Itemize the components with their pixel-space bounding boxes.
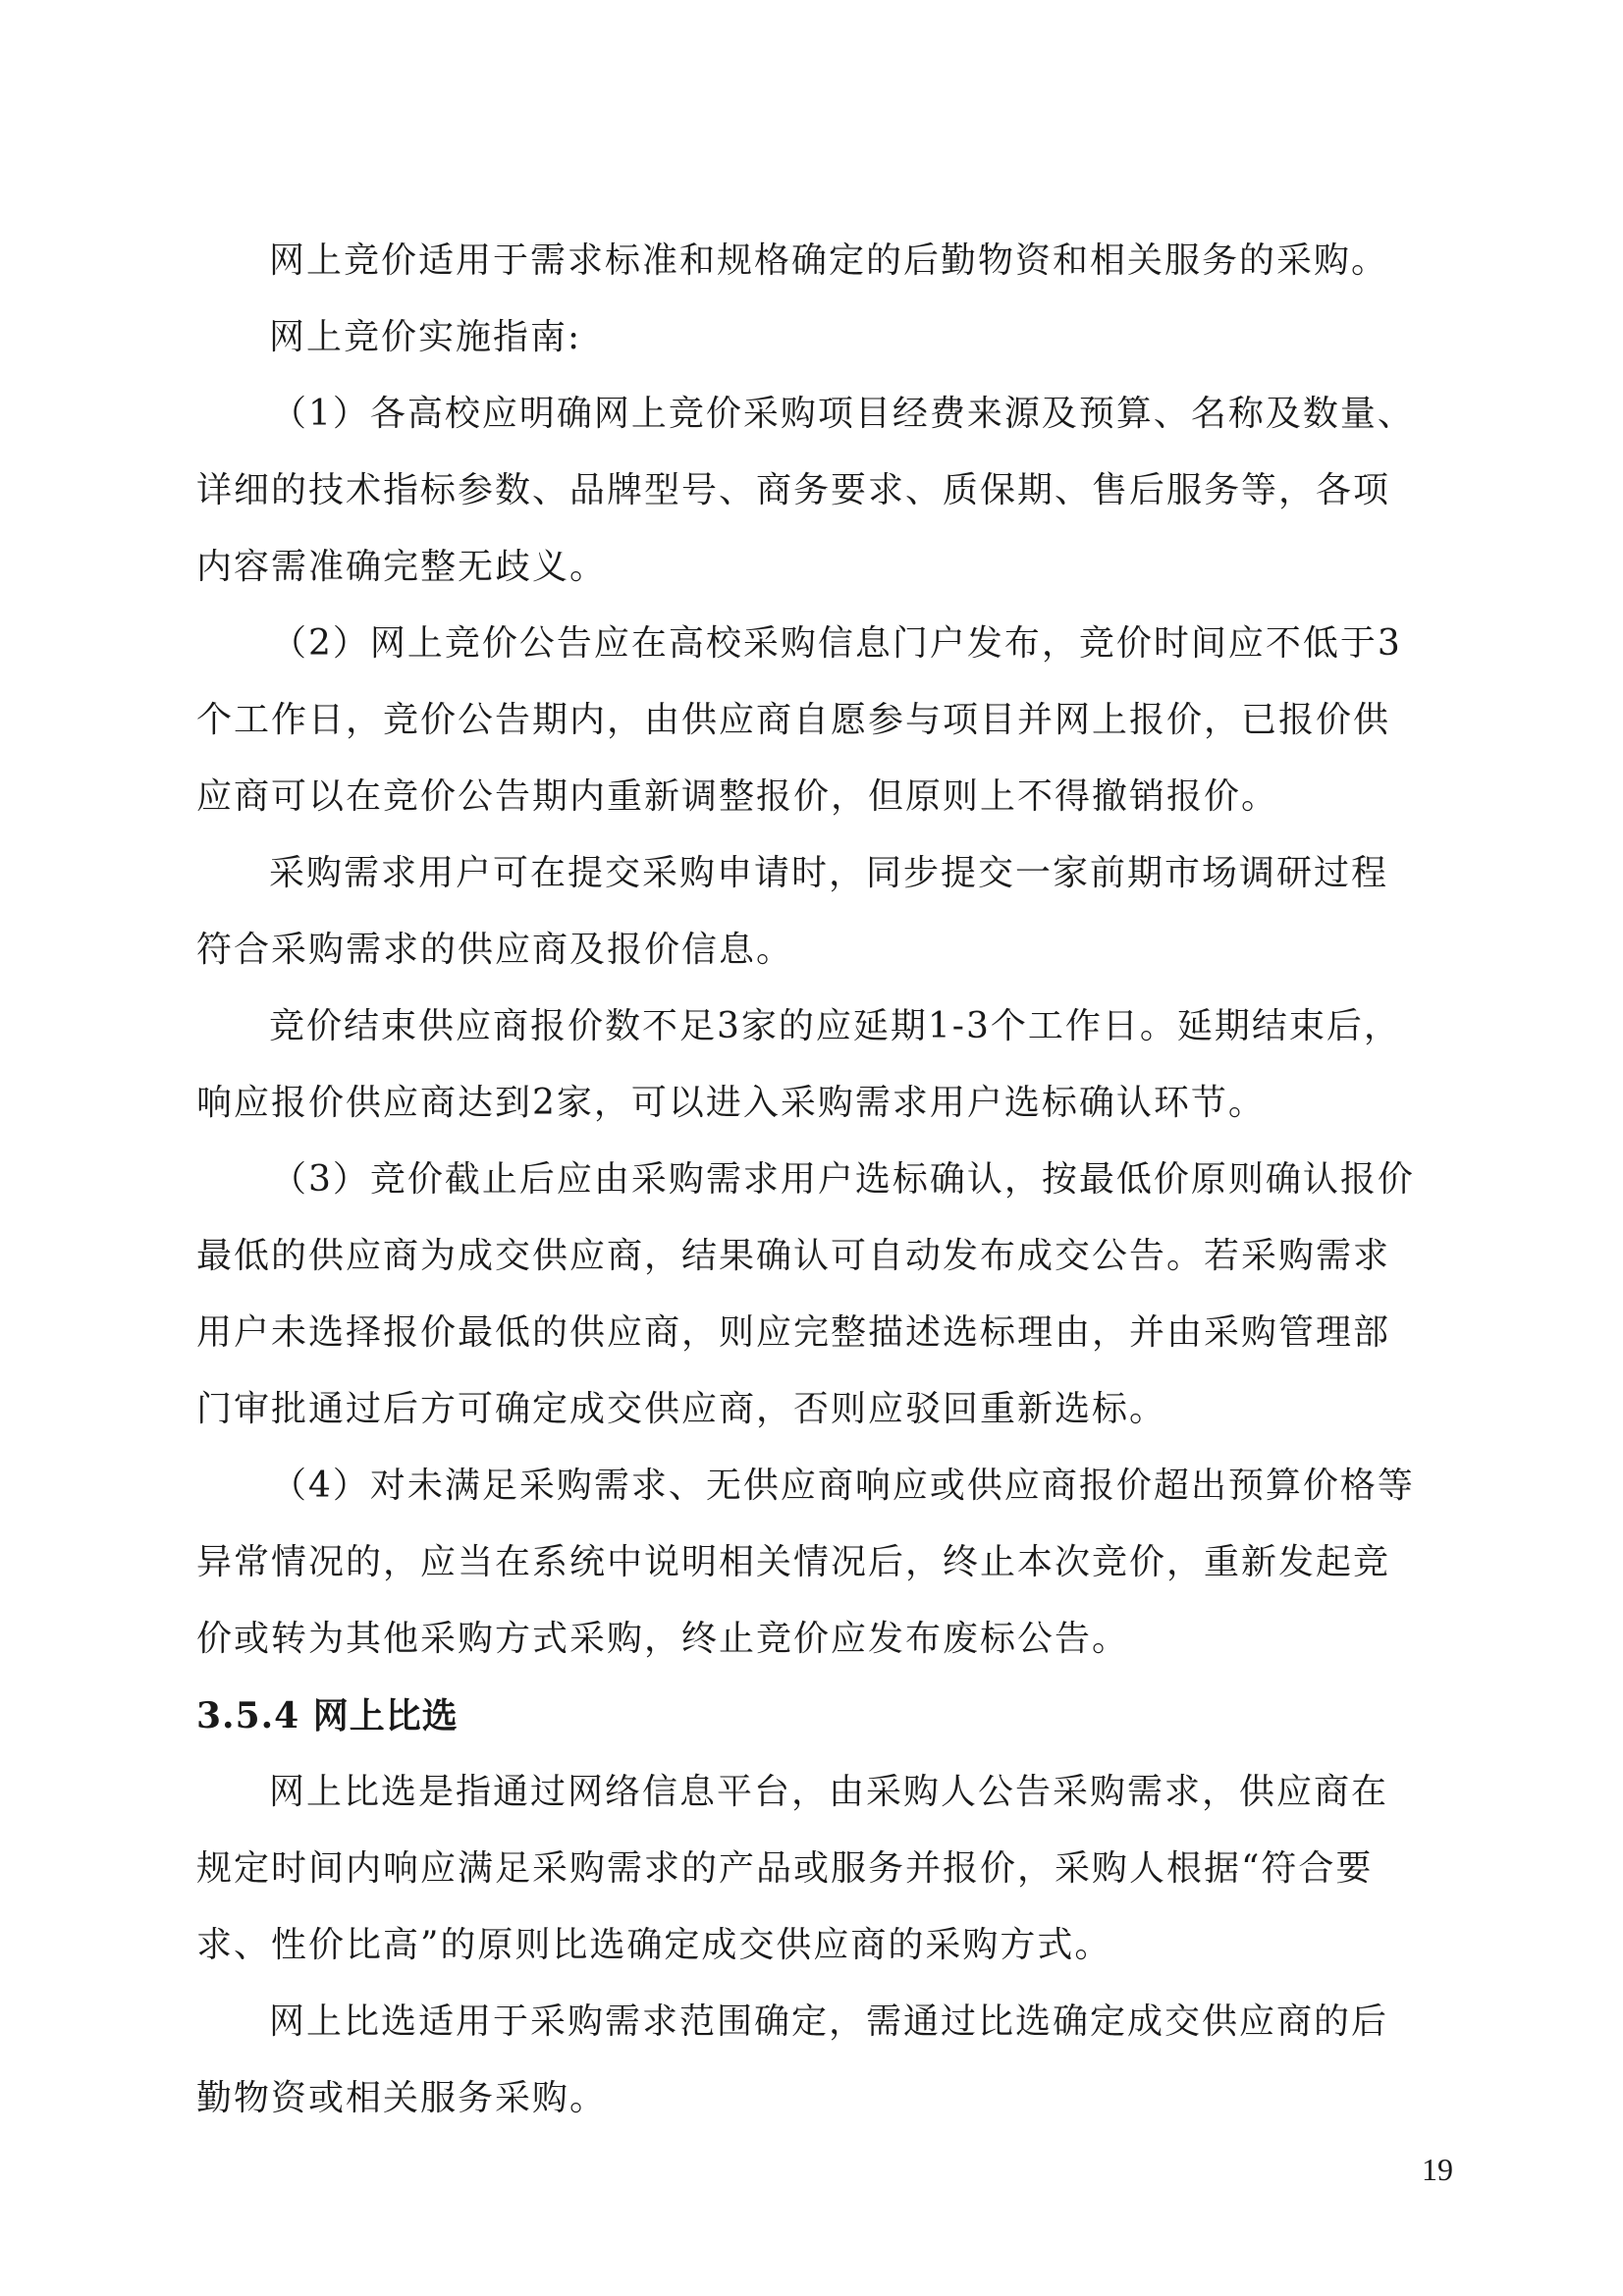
paragraph-line: 符合采购需求的供应商及报价信息。	[196, 930, 794, 970]
paragraph-line: 门审批通过后方可确定成交供应商，否则应驳回重新选标。	[196, 1389, 1167, 1429]
paragraph-line: （3）竞价截止后应由采购需求用户选标确认，按最低价原则确认报价	[271, 1159, 1415, 1200]
paragraph-line: （4）对未满足采购需求、无供应商响应或供应商报价超出预算价格等	[271, 1466, 1415, 1506]
paragraph-line: 用户未选择报价最低的供应商，则应完整描述选标理由，并由采购管理部	[196, 1312, 1391, 1353]
paragraph-line: （1）各高校应明确网上竞价采购项目经费来源及预算、名称及数量、	[271, 394, 1415, 434]
section-heading: 3.5.4 网上比选	[196, 1695, 459, 1736]
paragraph-line: 个工作日，竞价公告期内，由供应商自愿参与项目并网上报价，已报价供	[196, 700, 1391, 740]
paragraph-line: 勤物资或相关服务采购。	[196, 2078, 608, 2118]
page-number: 19	[1422, 2152, 1453, 2187]
paragraph-line: 异常情况的，应当在系统中说明相关情况后，终止本次竞价，重新发起竞	[196, 1542, 1391, 1582]
paragraph-line: 求、性价比高”的原则比选确定成交供应商的采购方式。	[196, 1925, 1112, 1965]
paragraph-line: 规定时间内响应满足采购需求的产品或服务并报价，采购人根据“符合要	[196, 1848, 1374, 1889]
paragraph-line: 应商可以在竞价公告期内重新调整报价，但原则上不得撤销报价。	[196, 776, 1279, 817]
paragraph-line: 网上比选适用于采购需求范围确定，需通过比选确定成交供应商的后	[269, 2002, 1389, 2042]
paragraph-line: 详细的技术指标参数、品牌型号、商务要求、质保期、售后服务等，各项	[196, 470, 1391, 510]
paragraph-line: 内容需准确完整无歧义。	[196, 547, 608, 587]
paragraph-line: （2）网上竞价公告应在高校采购信息门户发布，竞价时间应不低于3	[271, 623, 1402, 664]
paragraph-line: 网上比选是指通过网络信息平台，由采购人公告采购需求，供应商在	[269, 1772, 1389, 1812]
paragraph-line: 采购需求用户可在提交采购申请时，同步提交一家前期市场调研过程	[269, 853, 1389, 893]
paragraph-line: 最低的供应商为成交供应商，结果确认可自动发布成交公告。若采购需求	[196, 1236, 1391, 1276]
paragraph-line: 响应报价供应商达到2家，可以进入采购需求用户选标确认环节。	[196, 1083, 1266, 1123]
paragraph-line: 网上竞价适用于需求标准和规格确定的后勤物资和相关服务的采购。	[269, 240, 1389, 281]
paragraph-line: 竞价结束供应商报价数不足3家的应延期1-3个工作日。延期结束后，	[269, 1006, 1401, 1046]
paragraph-line: 价或转为其他采购方式采购，终止竞价应发布废标公告。	[196, 1619, 1130, 1659]
paragraph-line: 网上竞价实施指南:	[269, 317, 582, 357]
